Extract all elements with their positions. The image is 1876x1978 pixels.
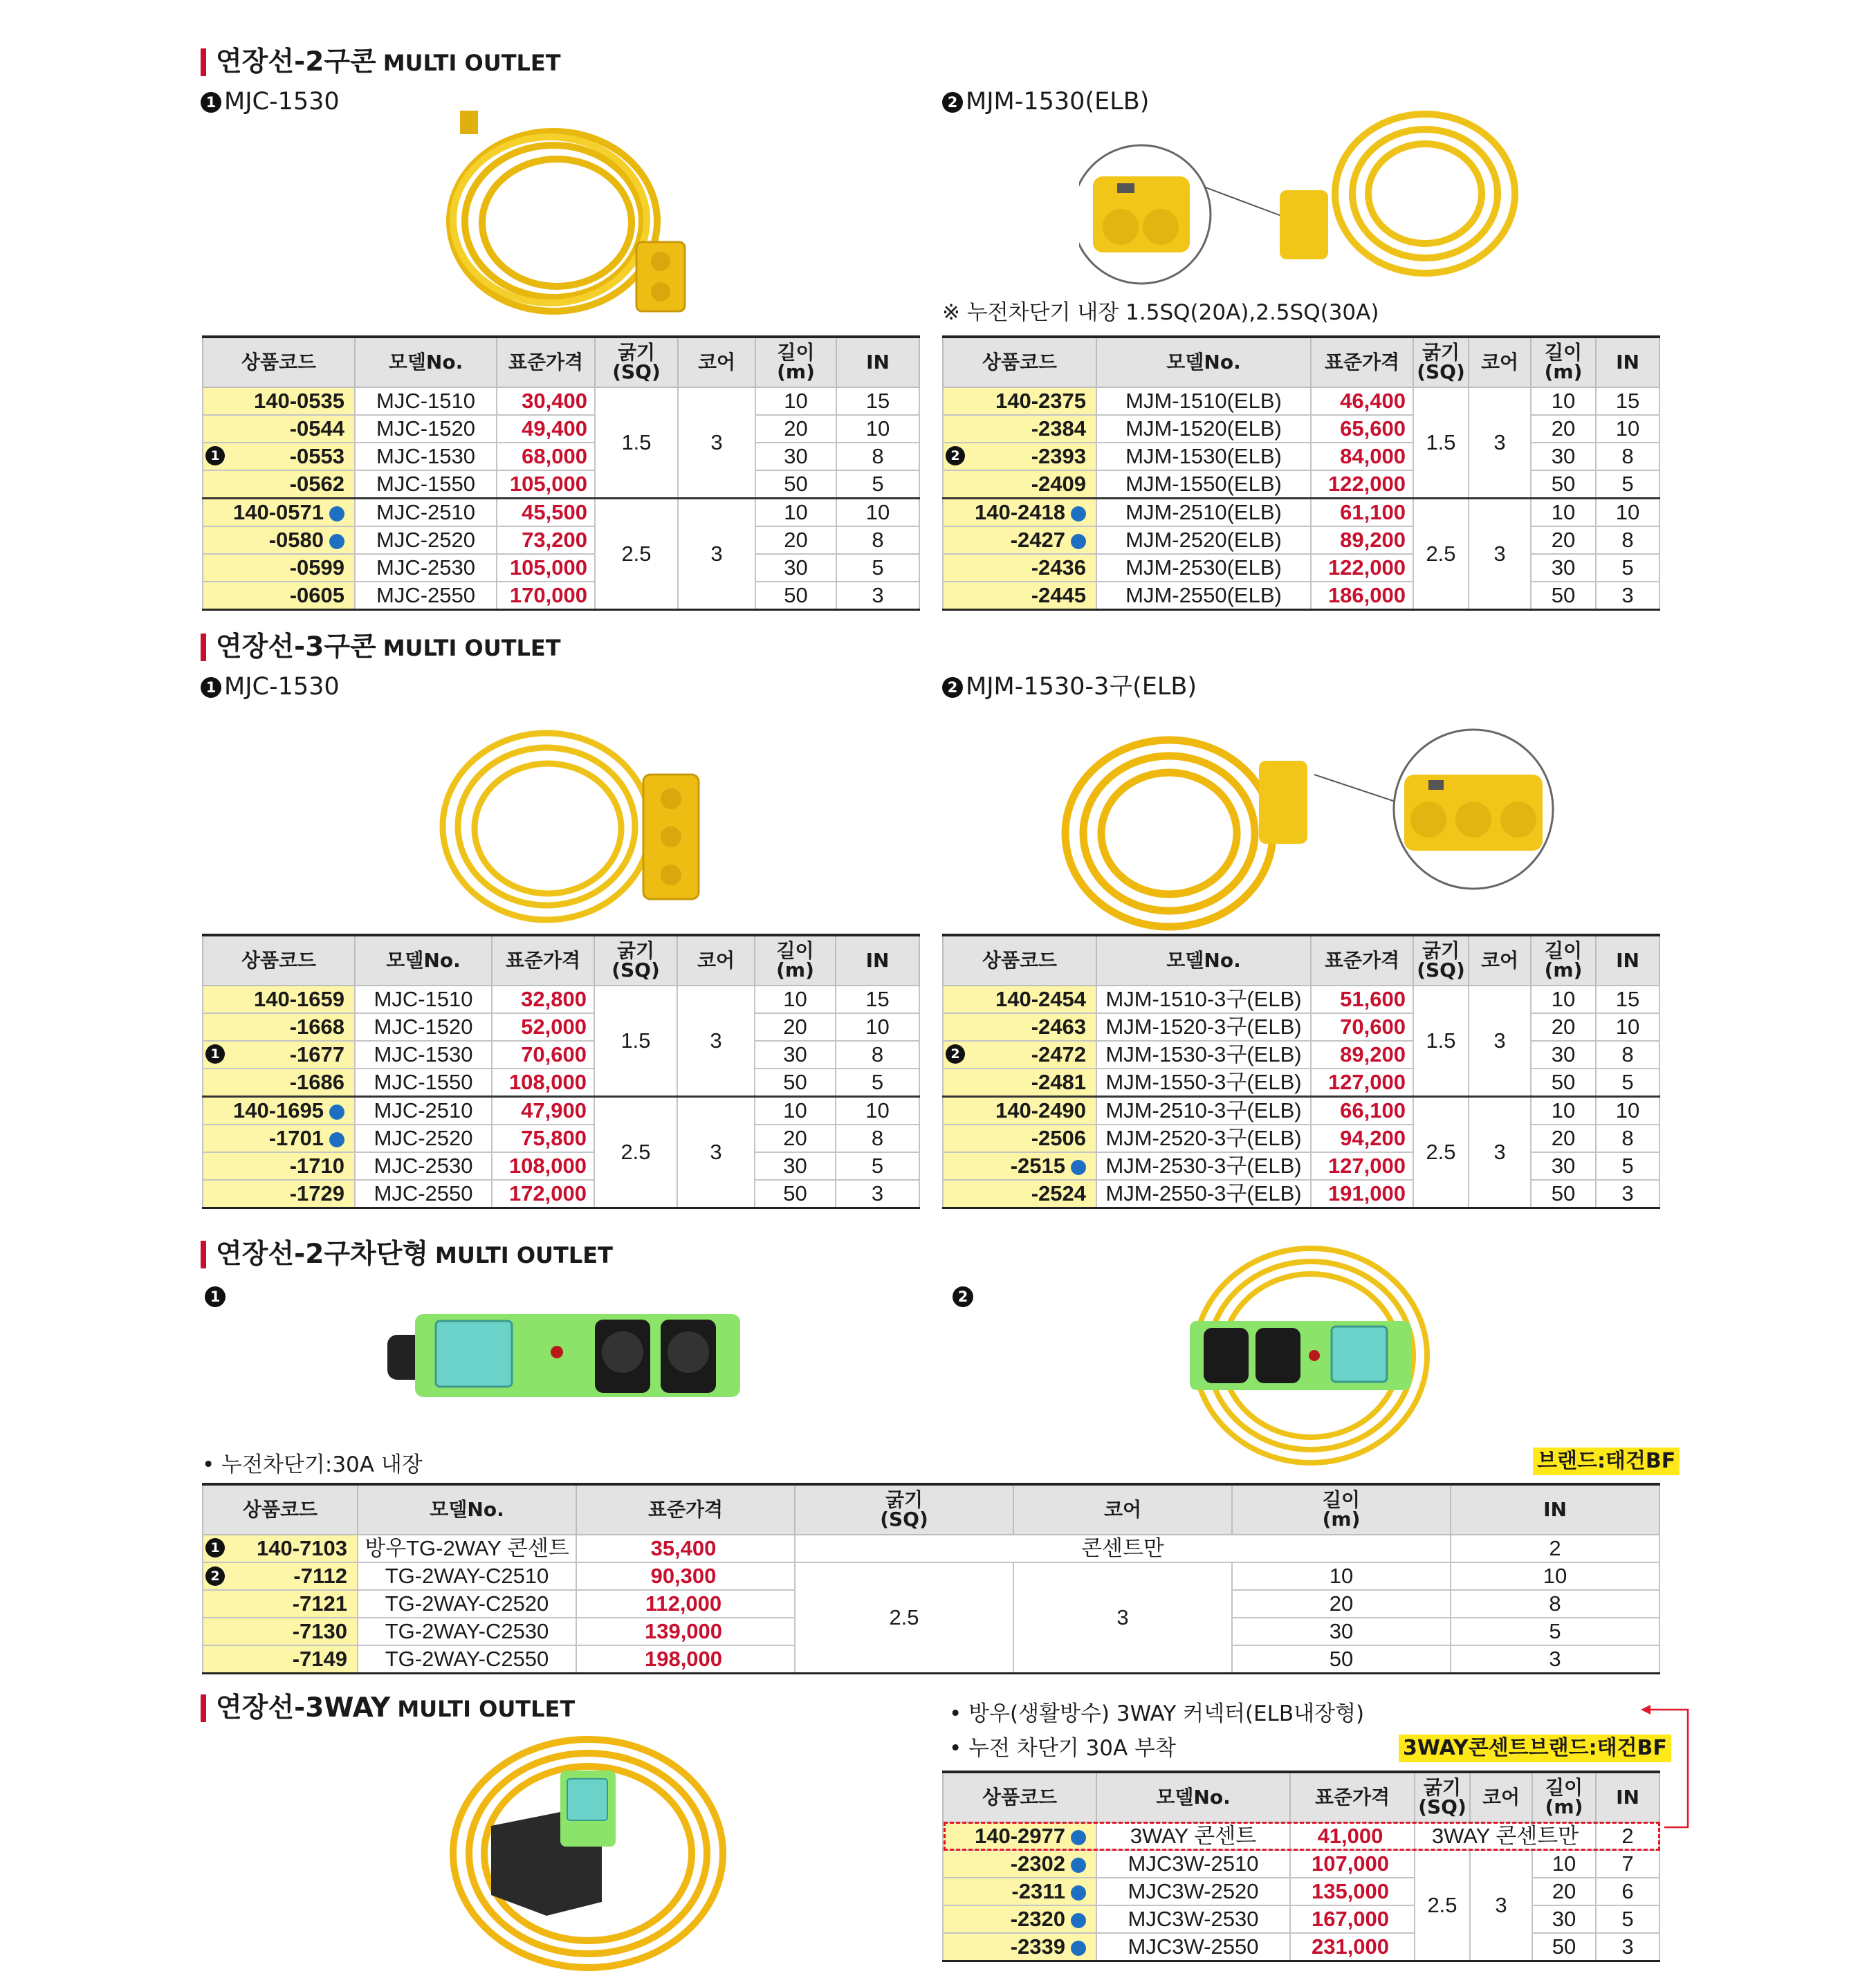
blue-dot-icon (329, 534, 344, 549)
product-photo-mjm-1530-elb (1079, 104, 1536, 311)
product-photo-mjc-1530 (415, 104, 733, 332)
table-row: 140-1659 MJC-1510 32,800 1.5 3 10 15 (203, 986, 919, 1013)
table-row: 140-2977 3WAY 콘센트 41,000 3WAY 콘센트만 2 (943, 1822, 1659, 1850)
table-row: -7149 TG-2WAY-C2550 198,000 50 3 (203, 1645, 1659, 1674)
item-marker-2: 2 (953, 1286, 973, 1307)
table-row: 140-0571 MJC-2510 45,500 2.5 3 10 10 (203, 499, 919, 527)
header-length: 길이 (m) (755, 337, 836, 387)
header-core: 코어 (1469, 337, 1531, 387)
row-marker-1: 1 (205, 446, 225, 465)
table-3hole-mjc (202, 934, 920, 1209)
highlight-box (944, 1822, 1660, 1851)
blue-dot-icon (329, 506, 344, 521)
table-row: 140-2375 MJM-1510(ELB) 46,400 1.5 3 10 15 (943, 387, 1659, 415)
product-photo-2way-outlet (387, 1300, 747, 1411)
table-row: -7130 TG-2WAY-C2530 139,000 30 5 (203, 1618, 1659, 1645)
blue-dot-icon (1071, 506, 1086, 521)
note-elb: ※ 누전차단기 내장 1.5SQ(20A),2.5SQ(30A) (942, 300, 1379, 325)
blue-dot-icon (329, 1104, 344, 1120)
section-title-3hole: 연장선-3구콘 MULTI OUTLET (201, 631, 561, 664)
table-row: -1686 MJC-1550 108,000 50 5 (203, 1069, 919, 1097)
header-length: 길이 (m) (1232, 1484, 1451, 1535)
blue-dot-icon (329, 1132, 344, 1147)
header-gauge: 굵기 (SQ) (1413, 337, 1469, 387)
header-model: 모델No. (1096, 1772, 1290, 1822)
item-marker-1: 1 (205, 1286, 226, 1307)
table-row: -7112 TG-2WAY-C2510 90,300 2.5 3 10 10 (203, 1562, 1659, 1590)
section-title-2hole: 연장선-2구콘 MULTI OUTLET (201, 46, 561, 79)
note-breaker: • 누전차단기:30A 내장 (202, 1452, 423, 1477)
row-marker-2: 2 (205, 1566, 225, 1586)
blue-dot-icon (1071, 1913, 1086, 1928)
product-photo-2way-cable (1183, 1238, 1439, 1473)
table-2hole-mjm (942, 335, 1660, 611)
header-length: 길이 (m) (1531, 935, 1596, 986)
subtitle-mjm-1530-3: 2 MJM-1530-3구(ELB) (942, 671, 1197, 703)
header-price: 표준가격 (492, 935, 594, 986)
table-row: 140-2490 MJM-2510-3구(ELB) 66,100 2.5 3 10 10 (943, 1097, 1659, 1125)
header-gauge: 굵기 (SQ) (594, 935, 677, 986)
blue-dot-icon (1071, 1160, 1086, 1175)
header-price: 표준가격 (576, 1484, 795, 1535)
table-row: -2393 MJM-1530(ELB) 84,000 30 8 (943, 443, 1659, 470)
table-row: -1668 MJC-1520 52,000 20 10 (203, 1013, 919, 1041)
product-photo-mjc-1530-3 (422, 712, 740, 934)
product-photo-3way (443, 1729, 733, 1975)
table-row: -2463 MJM-1520-3구(ELB) 70,600 20 10 (943, 1013, 1659, 1041)
row-marker-1: 1 (205, 1538, 225, 1558)
brand-label: 브랜드:태건BF (1533, 1448, 1680, 1475)
table-row: -2506 MJM-2520-3구(ELB) 94,200 20 8 (943, 1125, 1659, 1152)
header-model: 모델No. (358, 1484, 576, 1535)
note-3way-2: • 누전 차단기 30A 부착 (949, 1736, 1176, 1761)
table-row: -0580 MJC-2520 73,200 20 8 (203, 526, 919, 554)
table-row: -2339 MJC3W-2550 231,000 50 3 (943, 1933, 1659, 1961)
header-price: 표준가격 (1290, 1772, 1415, 1822)
table-row: -1701 MJC-2520 75,800 20 8 (203, 1125, 919, 1152)
table-row: -2384 MJM-1520(ELB) 65,600 20 10 (943, 415, 1659, 443)
table-row: -0544 MJC-1520 49,400 20 10 (203, 415, 919, 443)
header-code: 상품코드 (943, 1772, 1096, 1822)
table-row: -1710 MJC-2530 108,000 30 5 (203, 1152, 919, 1180)
table-row: -7121 TG-2WAY-C2520 112,000 20 8 (203, 1590, 1659, 1618)
table-row: -2472 MJM-1530-3구(ELB) 89,200 30 8 (943, 1041, 1659, 1069)
header-code: 상품코드 (943, 935, 1096, 986)
header-core: 코어 (1469, 935, 1531, 986)
header-code: 상품코드 (203, 935, 355, 986)
table-row: -2427 MJM-2520(ELB) 89,200 20 8 (943, 526, 1659, 554)
table-row: -2409 MJM-1550(ELB) 122,000 50 5 (943, 470, 1659, 499)
section-title-breaker: 연장선-2구차단형 MULTI OUTLET (201, 1238, 613, 1271)
blue-dot-icon (1071, 1941, 1086, 1956)
header-code: 상품코드 (203, 1484, 358, 1535)
header-gauge: 굵기 (SQ) (1415, 1772, 1470, 1822)
header-length: 길이 (m) (755, 935, 836, 986)
header-in: IN (836, 337, 919, 387)
subtitle-mjc-1530: 1 MJC-1530 (201, 86, 340, 118)
table-row: 140-2418 MJM-2510(ELB) 61,100 2.5 3 10 10 (943, 499, 1659, 527)
table-row: -0562 MJC-1550 105,000 50 5 (203, 470, 919, 499)
table-row: -2436 MJM-2530(ELB) 122,000 30 5 (943, 554, 1659, 582)
header-in: IN (836, 935, 919, 986)
header-model: 모델No. (355, 337, 497, 387)
header-gauge: 굵기 (SQ) (1413, 935, 1469, 986)
header-price: 표준가격 (1311, 935, 1413, 986)
header-core: 코어 (1013, 1484, 1232, 1535)
table-breaker (202, 1483, 1660, 1674)
header-gauge: 굵기 (SQ) (595, 337, 678, 387)
table-row: 140-2454 MJM-1510-3구(ELB) 51,600 1.5 3 10 15 (943, 986, 1659, 1013)
table-row: -0599 MJC-2530 105,000 30 5 (203, 554, 919, 582)
table-row: -2320 MJC3W-2530 167,000 30 5 (943, 1905, 1659, 1933)
header-core: 코어 (678, 337, 755, 387)
table-row: -1729 MJC-2550 172,000 50 3 (203, 1180, 919, 1208)
table-row: -0553 MJC-1530 68,000 30 8 (203, 443, 919, 470)
header-model: 모델No. (1096, 337, 1311, 387)
blue-dot-icon (1071, 1885, 1086, 1901)
blue-dot-icon (1071, 1858, 1086, 1873)
header-gauge: 굵기 (SQ) (795, 1484, 1013, 1535)
header-in: IN (1451, 1484, 1659, 1535)
subtitle-mjm-1530-elb: 2 MJM-1530(ELB) (942, 86, 1149, 118)
header-model: 모델No. (1096, 935, 1311, 986)
table-row: -2311 MJC3W-2520 135,000 20 6 (943, 1878, 1659, 1905)
header-code: 상품코드 (203, 337, 355, 387)
table-row: -2302 MJC3W-2510 107,000 2.5 3 10 7 (943, 1850, 1659, 1878)
table-row: -1677 MJC-1530 70,600 30 8 (203, 1041, 919, 1069)
subtitle-mjc-1530-3: 1 MJC-1530 (201, 671, 340, 703)
note-3way-1: • 방우(생활방수) 3WAY 커넥터(ELB내장형) (949, 1701, 1365, 1726)
header-length: 길이 (m) (1531, 337, 1596, 387)
product-photo-mjm-1530-3 (1051, 712, 1570, 941)
table-row: -2481 MJM-1550-3구(ELB) 127,000 50 5 (943, 1069, 1659, 1097)
table-row: -2445 MJM-2550(ELB) 186,000 50 3 (943, 582, 1659, 610)
header-core: 코어 (1470, 1772, 1532, 1822)
row-marker-1: 1 (205, 1044, 225, 1064)
table-row: -2524 MJM-2550-3구(ELB) 191,000 50 3 (943, 1180, 1659, 1208)
header-code: 상품코드 (943, 337, 1096, 387)
section-title-3way: 연장선-3WAY MULTI OUTLET (201, 1692, 575, 1725)
header-length: 길이 (m) (1532, 1772, 1596, 1822)
table-row: -0605 MJC-2550 170,000 50 3 (203, 582, 919, 610)
header-core: 코어 (677, 935, 755, 986)
header-price: 표준가격 (1311, 337, 1413, 387)
brand-label-3way: 3WAY콘센트브랜드:태건BF (1399, 1735, 1671, 1762)
header-price: 표준가격 (497, 337, 595, 387)
table-3hole-mjm (942, 934, 1660, 1209)
row-marker-2: 2 (946, 446, 965, 465)
blue-dot-icon (1071, 534, 1086, 549)
table-row: 140-1695 MJC-2510 47,900 2.5 3 10 10 (203, 1097, 919, 1125)
header-model: 모델No. (355, 935, 492, 986)
header-in: IN (1596, 337, 1659, 387)
table-row: 140-0535 MJC-1510 30,400 1.5 3 10 15 (203, 387, 919, 415)
table-row: 140-7103 방우TG-2WAY 콘센트 35,400 콘센트만 2 (203, 1535, 1659, 1562)
table-3way (942, 1771, 1660, 1962)
row-marker-2: 2 (946, 1044, 965, 1064)
header-in: IN (1596, 1772, 1659, 1822)
header-in: IN (1596, 935, 1659, 986)
table-row: -2515 MJM-2530-3구(ELB) 127,000 30 5 (943, 1152, 1659, 1180)
table-2hole-mjc (202, 335, 920, 611)
